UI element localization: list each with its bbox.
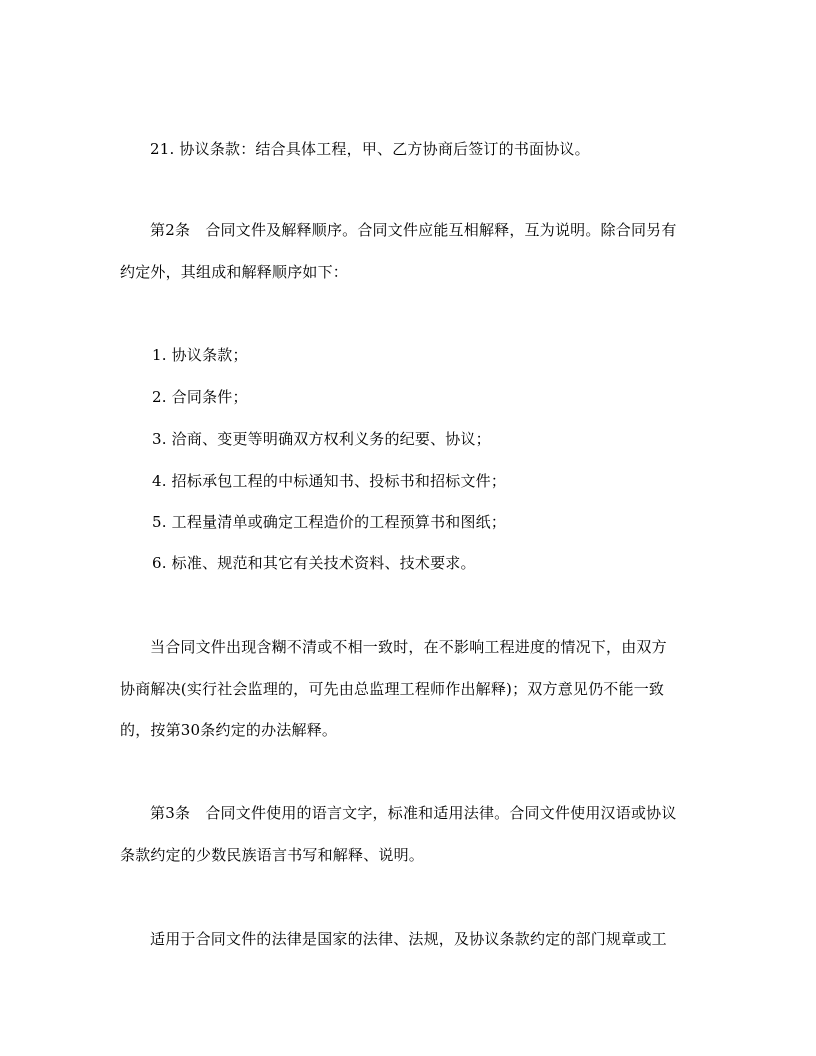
ambiguity-paragraph-line-2: 协商解决(实行社会监理的，可先由总监理工程师作出解释)；双方意见仍不能一致 <box>120 680 665 698</box>
list-item-4: 4. 招标承包工程的中标通知书、投标书和招标文件； <box>152 472 507 490</box>
ambiguity-paragraph-line-1: 当合同文件出现含糊不清或不相一致时，在不影响工程进度的情况下，由双方 <box>150 638 667 656</box>
list-item-1: 1. 协议条款； <box>152 346 248 364</box>
article-2-continuation-line: 约定外，其组成和解释顺序如下： <box>120 263 349 281</box>
article-2-heading-line: 第2条 合同文件及解释顺序。合同文件应能互相解释，互为说明。除合同另有 <box>150 221 677 239</box>
list-item-2: 2. 合同条件； <box>152 388 248 406</box>
article-3-continuation-line: 条款约定的少数民族语言书写和解释、说明。 <box>120 846 425 864</box>
ambiguity-paragraph-line-3: 的，按第30条约定的办法解释。 <box>120 721 338 739</box>
applicable-law-paragraph-line: 适用于合同文件的法律是国家的法律、法规，及协议条款约定的部门规章或工 <box>150 930 667 948</box>
article-3-heading-line: 第3条 合同文件使用的语言文字，标准和适用法律。合同文件使用汉语或协议 <box>150 804 677 822</box>
list-item-5: 5. 工程量清单或确定工程造价的工程预算书和图纸； <box>152 513 507 531</box>
list-item-3: 3. 洽商、变更等明确双方权利义务的纪要、协议； <box>152 430 491 448</box>
paragraph-definition-21: 21. 协议条款：结合具体工程，甲、乙方协商后签订的书面协议。 <box>150 140 590 158</box>
list-item-6: 6. 标准、规范和其它有关技术资料、技术要求。 <box>152 554 476 572</box>
